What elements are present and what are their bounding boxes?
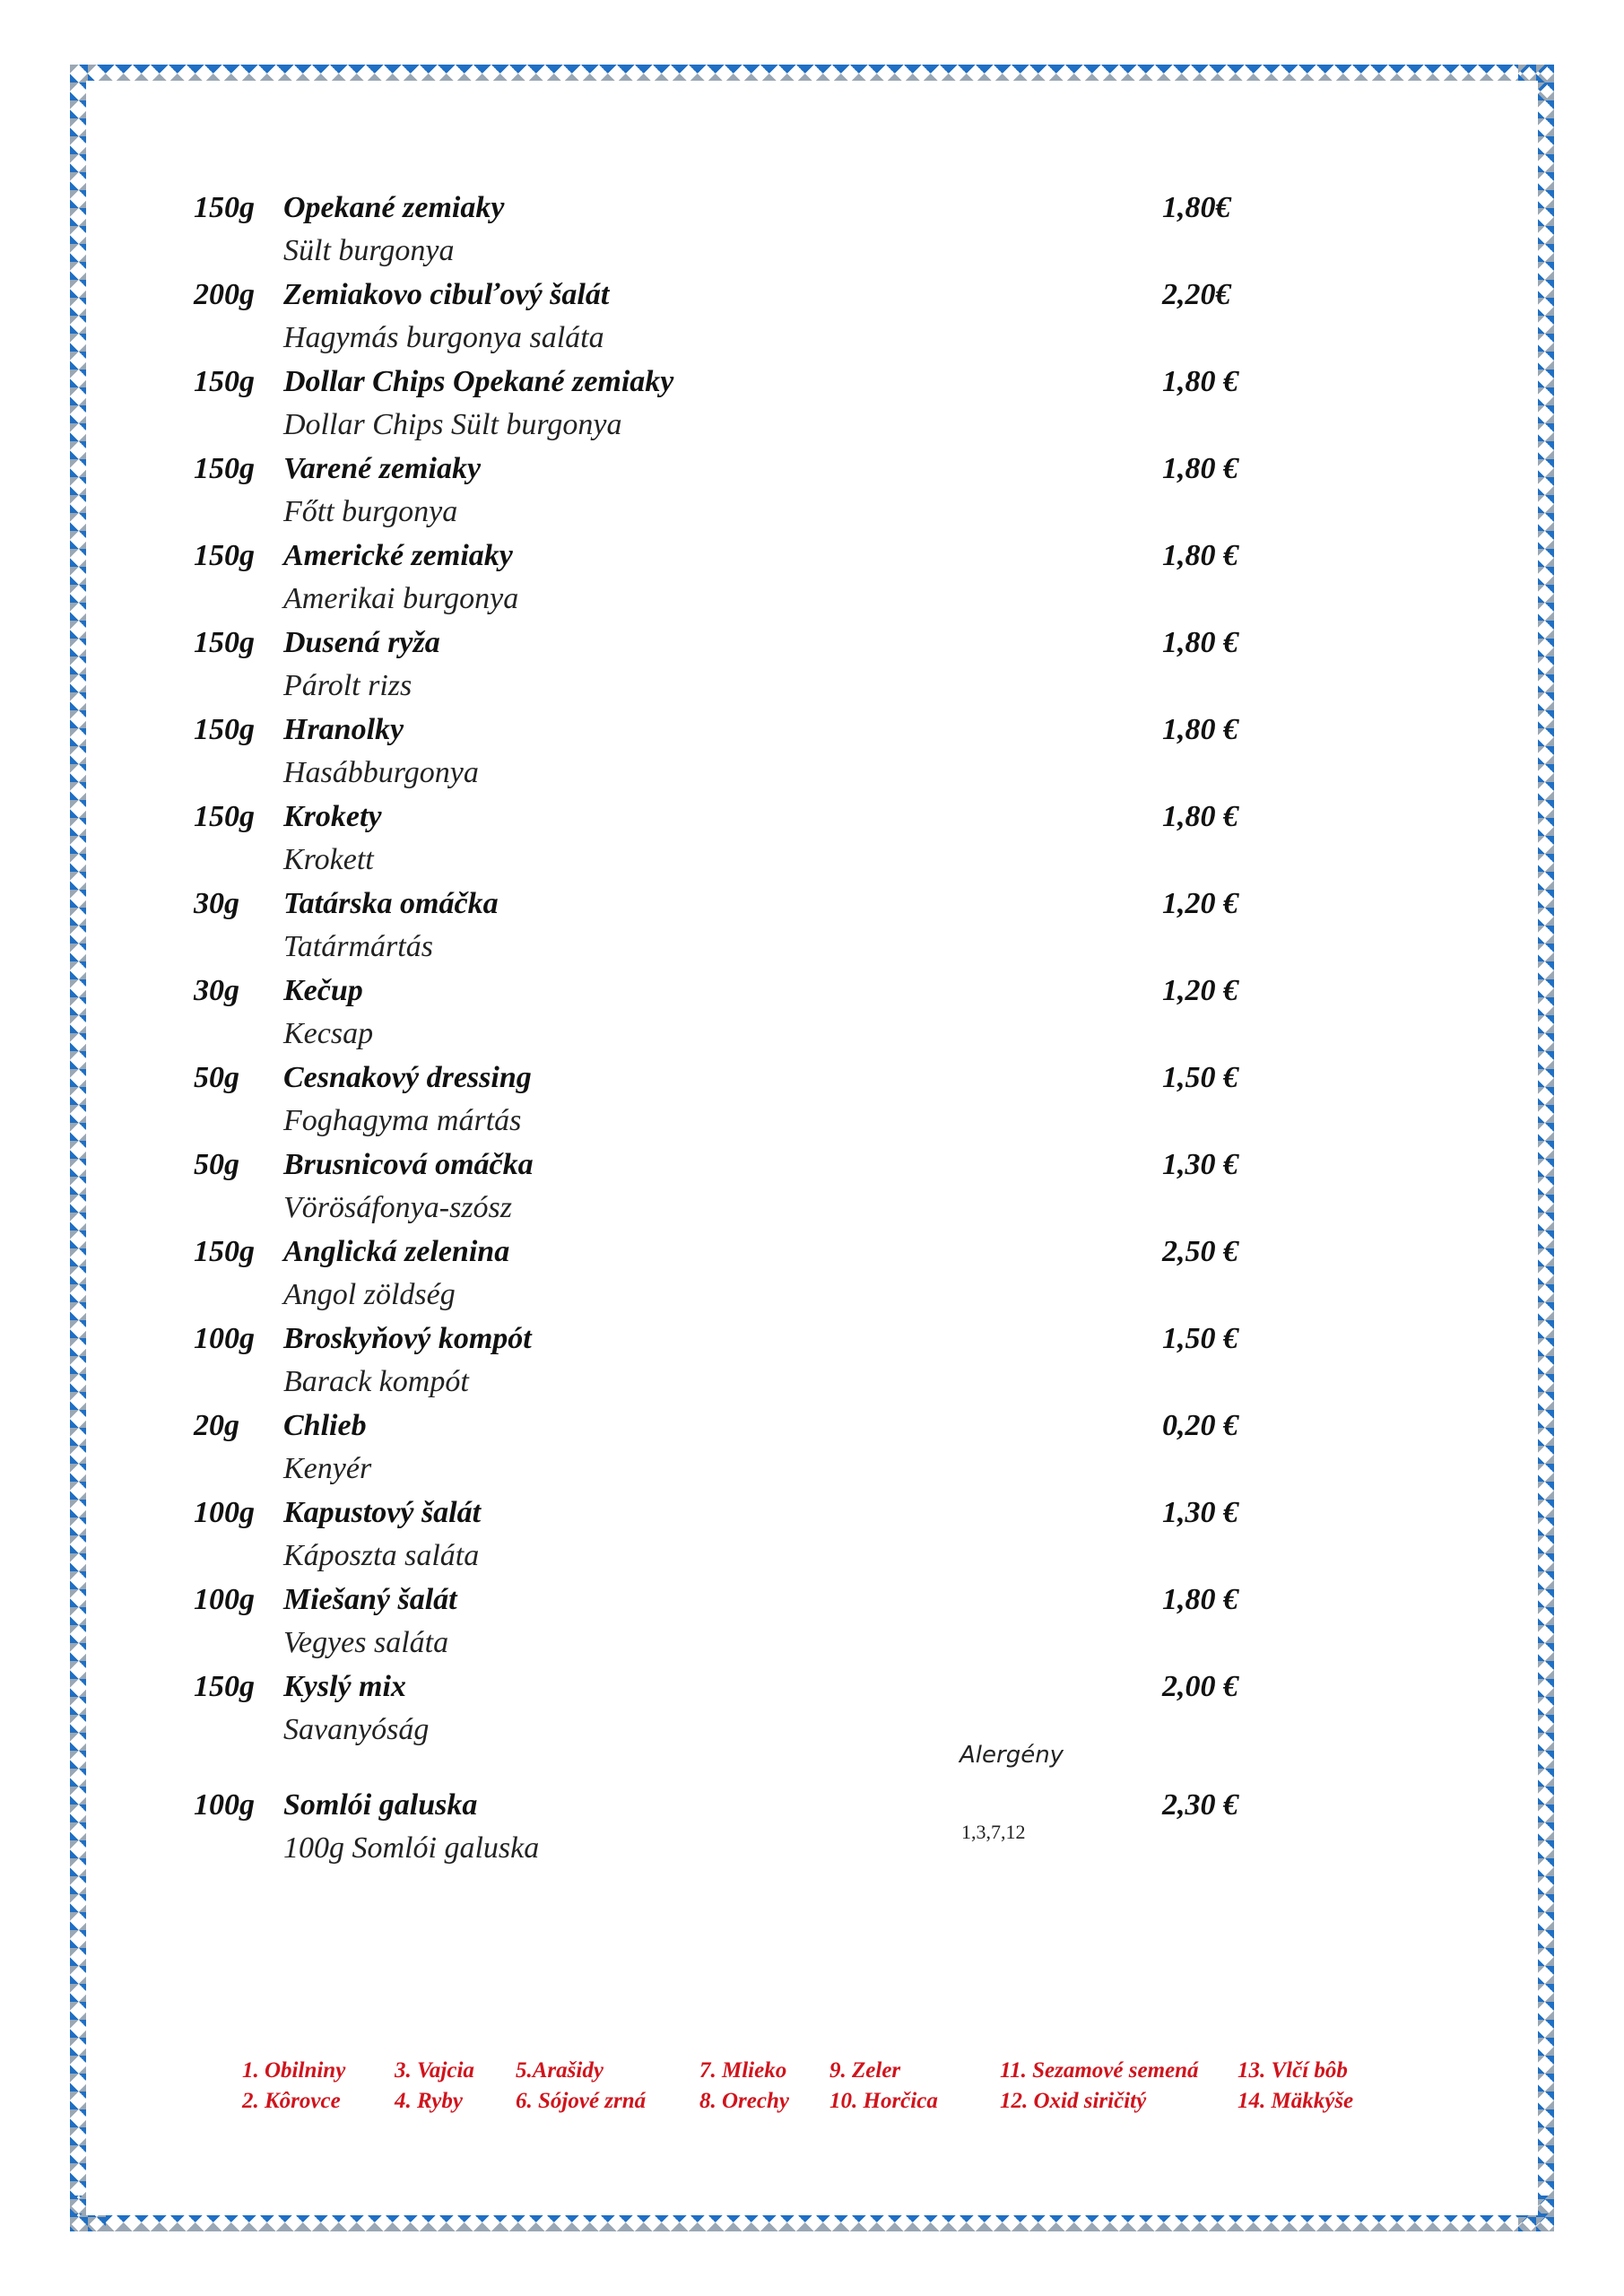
item-translation: 100g Somlói galuska bbox=[283, 1831, 540, 1865]
allergen-codes: 1,3,7,12 bbox=[961, 1821, 1026, 1843]
item-name: Cesnakový dressing bbox=[283, 1061, 532, 1094]
item-weight: 100g bbox=[194, 1322, 255, 1355]
item-weight: 150g bbox=[194, 539, 255, 572]
item-price: 1,80 € bbox=[1162, 626, 1238, 659]
legend-entry: 9. Zeler bbox=[829, 2058, 901, 2083]
item-name: Somlói galuska bbox=[283, 1788, 478, 1822]
item-name: Kyslý mix bbox=[283, 1670, 406, 1703]
item-translation: Savanyóság bbox=[283, 1713, 430, 1746]
item-translation: Káposzta saláta bbox=[283, 1539, 480, 1572]
item-name: Opekané zemiaky bbox=[283, 191, 505, 224]
item-weight: 100g bbox=[194, 1583, 255, 1616]
legend-entry: 1. Obilniny bbox=[242, 2058, 346, 2083]
item-weight: 30g bbox=[194, 974, 239, 1007]
legend-entry: 6. Sójové zrná bbox=[516, 2089, 647, 2113]
menu-item bbox=[194, 1318, 1270, 1405]
allergen-label: Alergény bbox=[960, 1742, 1064, 1769]
item-name: Kečup bbox=[283, 974, 363, 1007]
item-translation: Krokett bbox=[283, 843, 374, 876]
legend-column bbox=[1000, 2056, 1199, 2117]
menu-item bbox=[194, 883, 1270, 970]
item-name: Broskyňový kompót bbox=[283, 1322, 532, 1355]
menu-item bbox=[194, 1231, 1270, 1318]
item-weight: 20g bbox=[194, 1409, 239, 1442]
item-translation: Amerikai burgonya bbox=[283, 582, 519, 615]
item-name: Kapustový šalát bbox=[283, 1496, 482, 1529]
legend-entry: 10. Horčica bbox=[829, 2089, 938, 2113]
item-name: Krokety bbox=[283, 800, 382, 833]
item-name: Chlieb bbox=[283, 1409, 367, 1442]
item-price: 1,50 € bbox=[1162, 1061, 1238, 1094]
menu-item bbox=[194, 448, 1270, 535]
item-price: 1,80 € bbox=[1162, 800, 1238, 833]
item-weight: 150g bbox=[194, 800, 255, 833]
item-weight: 30g bbox=[194, 887, 239, 920]
item-translation: Főtt burgonya bbox=[283, 495, 458, 528]
item-price: 1,30 € bbox=[1162, 1496, 1238, 1529]
item-price: 1,50 € bbox=[1162, 1322, 1238, 1355]
item-price: 1,20 € bbox=[1162, 887, 1238, 920]
legend-entry: 12. Oxid siričitý bbox=[1000, 2089, 1147, 2113]
item-name: Varené zemiaky bbox=[283, 452, 482, 485]
item-price: 1,80€ bbox=[1162, 191, 1231, 224]
item-weight: 50g bbox=[194, 1148, 239, 1181]
item-translation: Vörösáfonya-szósz bbox=[283, 1191, 513, 1224]
legend-column bbox=[395, 2056, 474, 2117]
item-translation: Párolt rizs bbox=[283, 669, 413, 702]
legend-entry: 13. Vlčí bôb bbox=[1238, 2058, 1348, 2083]
legend-entry: 11. Sezamové semená bbox=[1000, 2058, 1199, 2083]
menu-item bbox=[194, 1144, 1270, 1231]
legend-column bbox=[829, 2056, 938, 2117]
menu-item bbox=[194, 361, 1270, 448]
item-weight: 200g bbox=[194, 278, 255, 311]
menu-item bbox=[194, 709, 1270, 796]
item-price: 1,80 € bbox=[1162, 539, 1238, 572]
menu-item bbox=[194, 274, 1270, 361]
item-price: 1,80 € bbox=[1162, 1583, 1238, 1616]
item-price: 1,20 € bbox=[1162, 974, 1238, 1007]
legend-entry: 14. Mäkkýše bbox=[1238, 2089, 1354, 2113]
item-translation: Tatármártás bbox=[283, 930, 433, 963]
item-weight: 150g bbox=[194, 452, 255, 485]
menu-item bbox=[194, 796, 1270, 883]
item-name: Dusená ryža bbox=[283, 626, 440, 659]
menu-item bbox=[194, 1057, 1270, 1144]
menu-item bbox=[194, 1665, 1270, 1752]
item-translation: Dollar Chips Sült burgonya bbox=[283, 408, 622, 441]
legend-column bbox=[699, 2056, 789, 2117]
legend-entry: 7. Mlieko bbox=[699, 2058, 787, 2083]
item-name: Hranolky bbox=[283, 713, 404, 746]
item-price: 0,20 € bbox=[1162, 1409, 1238, 1442]
item-translation: Sült burgonya bbox=[283, 234, 455, 267]
item-weight: 150g bbox=[194, 1235, 255, 1268]
legend-column bbox=[1238, 2056, 1353, 2117]
item-translation: Hasábburgonya bbox=[283, 756, 479, 789]
item-weight: 150g bbox=[194, 626, 255, 659]
item-price: 1,80 € bbox=[1162, 713, 1238, 746]
menu-item bbox=[194, 1578, 1270, 1665]
item-translation: Foghagyma mártás bbox=[283, 1104, 522, 1137]
item-translation: Angol zöldség bbox=[283, 1278, 456, 1311]
legend-entry: 3. Vajcia bbox=[395, 2058, 474, 2083]
menu-item bbox=[194, 970, 1270, 1057]
item-weight: 150g bbox=[194, 713, 255, 746]
legend-entry: 4. Ryby bbox=[395, 2089, 463, 2113]
item-translation: Kenyér bbox=[283, 1452, 372, 1485]
item-name: Miešaný šalát bbox=[283, 1583, 457, 1616]
item-price: 1,30 € bbox=[1162, 1148, 1238, 1181]
item-price: 2,50 € bbox=[1162, 1235, 1238, 1268]
item-price: 2,20€ bbox=[1162, 278, 1231, 311]
item-name: Anglická zelenina bbox=[283, 1235, 510, 1268]
menu-item bbox=[194, 622, 1270, 709]
menu-item bbox=[194, 1405, 1270, 1492]
legend-entry: 5.Arašidy bbox=[516, 2058, 604, 2083]
legend-column bbox=[516, 2056, 646, 2117]
item-weight: 100g bbox=[194, 1788, 255, 1822]
menu-item bbox=[194, 1492, 1270, 1578]
item-weight: 50g bbox=[194, 1061, 239, 1094]
item-translation: Hagymás burgonya saláta bbox=[283, 321, 604, 354]
item-translation: Kecsap bbox=[283, 1017, 374, 1050]
item-weight: 150g bbox=[194, 1670, 255, 1703]
menu-item bbox=[194, 535, 1270, 622]
item-price: 1,80 € bbox=[1162, 452, 1238, 485]
item-price: 2,30 € bbox=[1162, 1788, 1238, 1822]
menu-item bbox=[194, 187, 1270, 274]
legend-entry: 2. Kôrovce bbox=[242, 2089, 341, 2113]
menu-list bbox=[194, 187, 1270, 1871]
item-name: Zemiakovo cibuľový šalát bbox=[283, 278, 610, 311]
item-name: Americké zemiaky bbox=[283, 539, 513, 572]
item-price: 2,00 € bbox=[1162, 1670, 1238, 1703]
item-weight: 100g bbox=[194, 1496, 255, 1529]
legend-column bbox=[242, 2056, 345, 2117]
item-name: Tatárska omáčka bbox=[283, 887, 499, 920]
item-name: Brusnicová omáčka bbox=[283, 1148, 534, 1181]
item-translation: Vegyes saláta bbox=[283, 1626, 449, 1659]
item-price: 1,80 € bbox=[1162, 365, 1238, 398]
item-weight: 150g bbox=[194, 191, 255, 224]
legend-entry: 8. Orechy bbox=[699, 2089, 789, 2113]
item-translation: Barack kompót bbox=[283, 1365, 469, 1398]
menu-item bbox=[194, 1784, 1270, 1871]
item-name: Dollar Chips Opekané zemiaky bbox=[283, 365, 674, 398]
item-weight: 150g bbox=[194, 365, 255, 398]
